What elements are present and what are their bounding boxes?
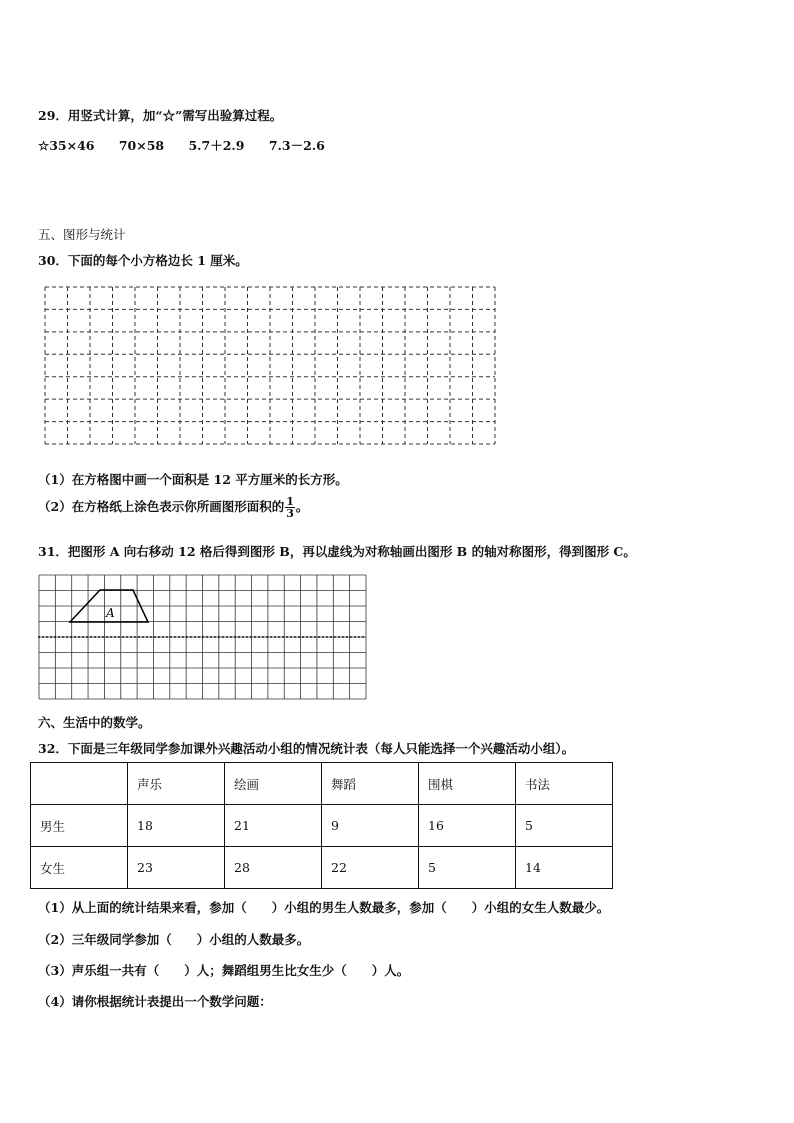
section6-title: 六、生活中的数学。 [38,715,151,730]
fraction-one-third [285,496,295,519]
calc-item-3: 5.7＋2.9 [188,138,245,153]
q32-sub3: （3）声乐组一共有（ ）人；舞蹈组男生比女生少（ ）人。 [38,963,410,978]
table-cell: 9 [322,805,419,847]
table-cell: 18 [128,805,225,847]
q31-title: 31．把图形 A 向右移动 12 格后得到图形 B，再以虚线为对称轴画出图形 B 的轴对称图形，得到图形 C。 [38,544,636,559]
calc-item-1: ☆35×46 [38,138,95,153]
table-row-girls [31,847,613,889]
shape-a-label: A [106,606,115,620]
table-row-boys [31,805,613,847]
header-cell-painting: 绘画 [225,763,322,805]
header-cell-dance: 舞蹈 [322,763,419,805]
q30-sub2 [38,496,308,519]
table-cell: 5 [419,847,516,889]
row-label: 男生 [31,805,128,847]
stats-table [30,762,613,889]
q32-title: 32．下面是三年级同学参加课外兴趣活动小组的情况统计表（每人只能选择一个兴趣活动小组）。 [38,741,575,756]
table-cell: 28 [225,847,322,889]
q32-sub2: （2）三年级同学参加（ ）小组的人数最多。 [38,932,310,947]
q29-calc-items [38,136,345,154]
table-cell: 23 [128,847,225,889]
header-cell-go: 围棋 [419,763,516,805]
table-cell: 16 [419,805,516,847]
table-cell: 22 [322,847,419,889]
q30-sub2-end: 。 [295,499,309,514]
calc-item-4: 7.3－2.6 [268,138,325,153]
calc-item-2: 70×58 [118,138,165,153]
q30-dashed-grid [40,283,500,449]
q32-sub1: （1）从上面的统计结果来看，参加（ ）小组的男生人数最多，参加（ ）小组的女生人数最少。 [38,900,610,915]
fraction-denominator: 3 [286,507,294,520]
table-cell: 5 [516,805,613,847]
q32-sub4: （4）请你根据统计表提出一个数学问题： [38,994,272,1009]
header-cell-vocal: 声乐 [128,763,225,805]
section5-title: 五、图形与统计 [38,227,126,242]
q31-grid-figure [36,574,368,700]
q30-title: 30．下面的每个小方格边长 1 厘米。 [38,253,248,268]
table-header-row [31,763,613,805]
q29-title: 29．用竖式计算，加“☆”需写出验算过程。 [38,108,283,123]
table-cell: 21 [225,805,322,847]
q30-sub1: （1）在方格图中画一个面积是 12 平方厘米的长方形。 [38,472,348,487]
header-cell-empty [31,763,128,805]
row-label: 女生 [31,847,128,889]
table-cell: 14 [516,847,613,889]
header-cell-calligraphy: 书法 [516,763,613,805]
q30-sub2-text: （2）在方格纸上涂色表示你所画图形面积的 [38,499,285,514]
fraction-numerator: 1 [286,495,294,508]
